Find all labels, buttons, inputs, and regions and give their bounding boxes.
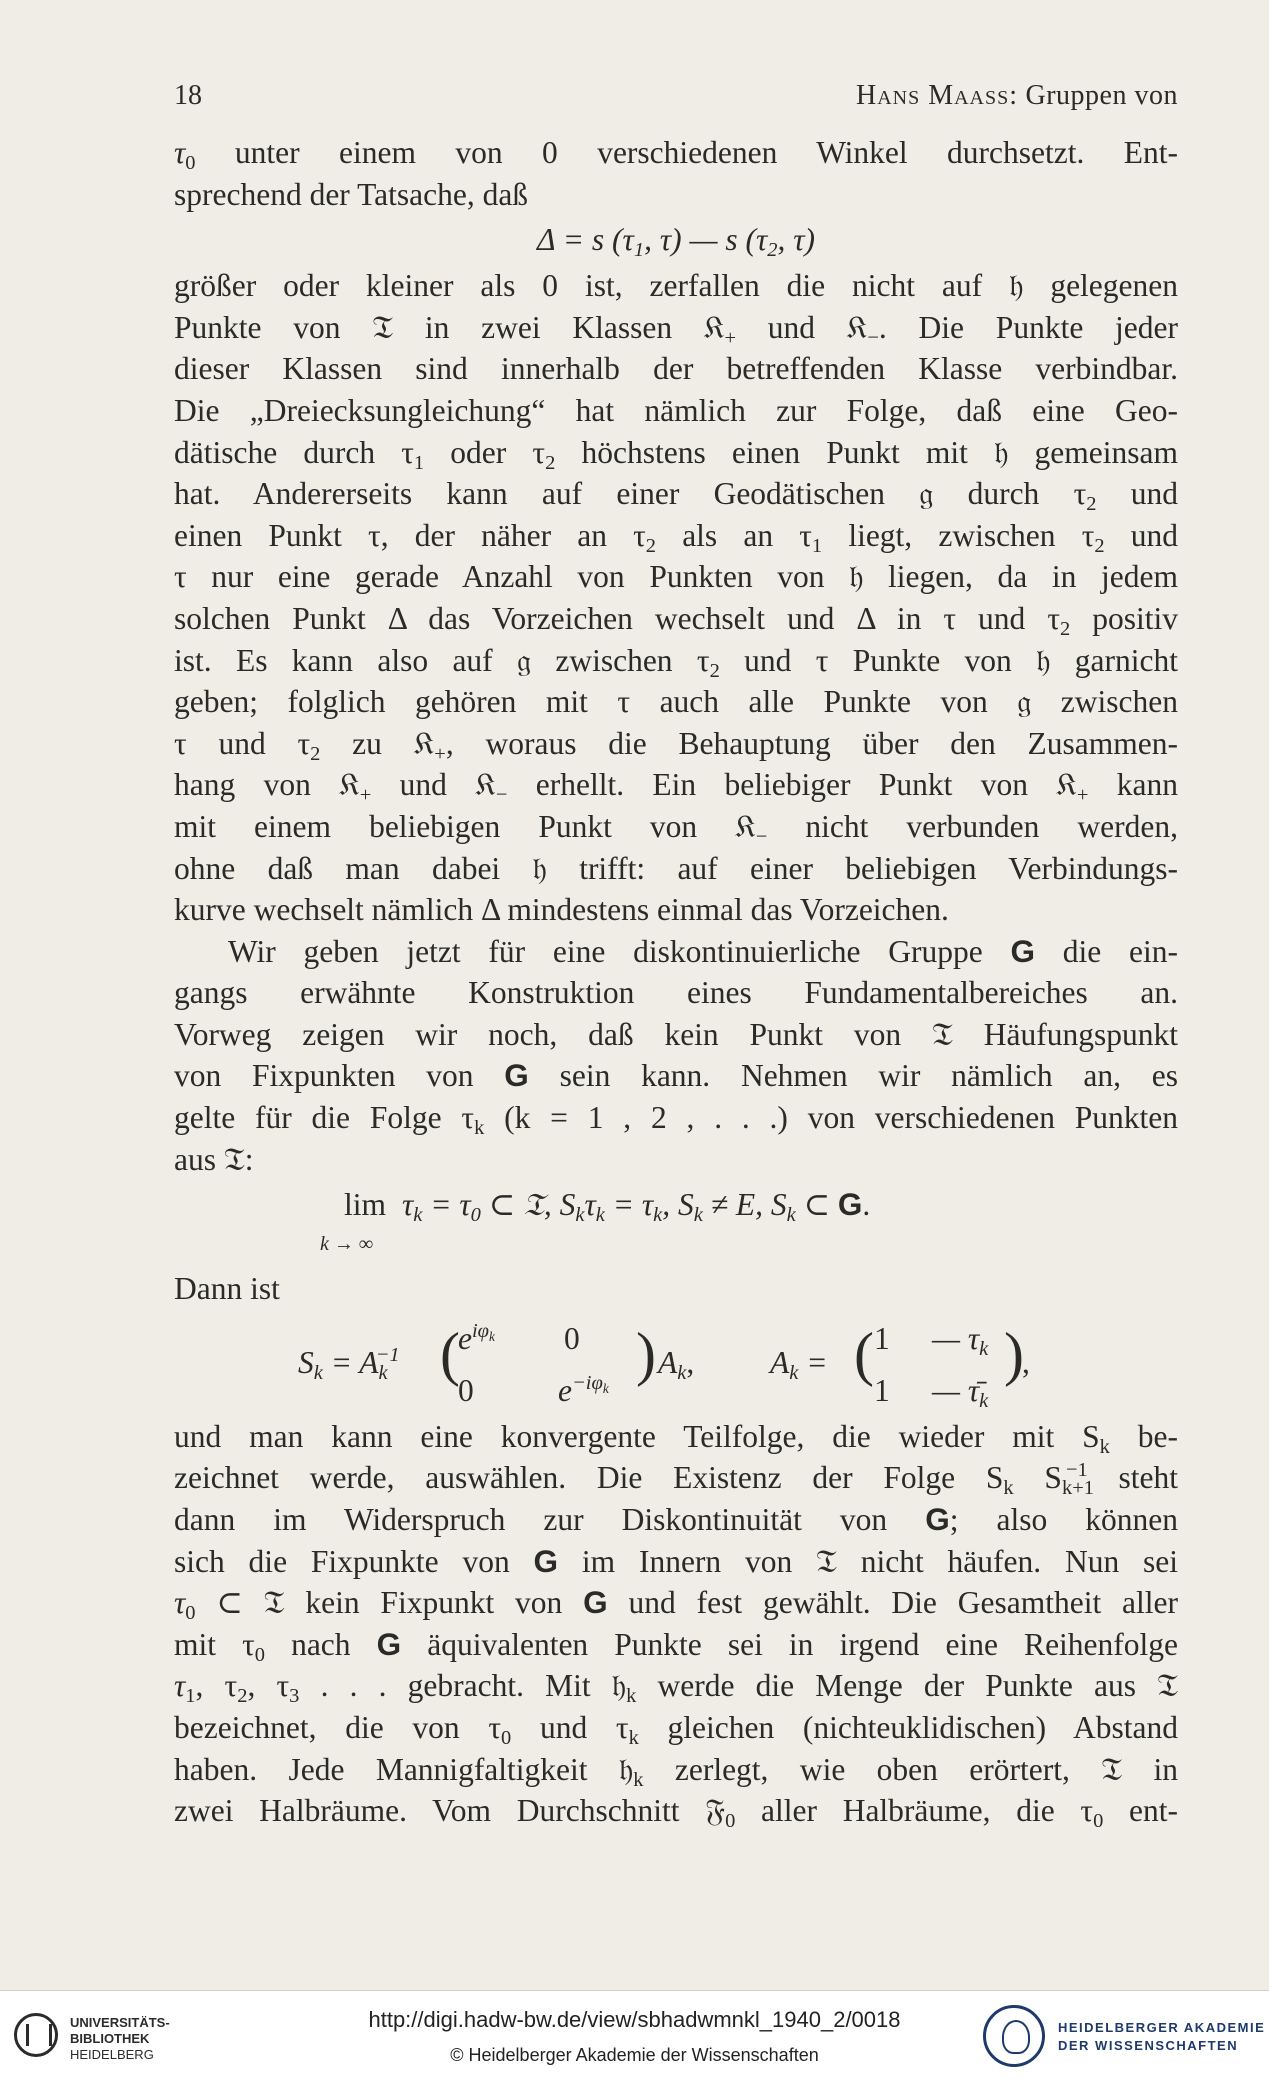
lim-subscript: k → ∞: [320, 1233, 374, 1256]
text-line: mit einem beliebigen Punkt von 𝔎$_-$ nicht verbunden werden,: [174, 808, 1179, 849]
page-header: [174, 80, 1178, 120]
text-line: $\tau_0$ ⊂ 𝔗 kein Fixpunkt von G und fest gewählt. Die Gesamtheit aller: [174, 1584, 1179, 1625]
formula-matrix: $S_k = A_k^{-1}$ ( $e^{i\varphi_k}$ 0 0 $e^{-i\varphi_k}$ ) $A_k$, $A_k$ = ( 1 1 — $\tau_k$ — $\taū_k$ ) ,: [298, 1319, 1030, 1412]
text-line: zwei Halbräume. Vom Durchschnitt 𝔉$_0$ aller Halbräume, die $\tau_0$ ent-: [174, 1793, 1178, 1833]
text-line: von Fixpunkten von G sein kann. Nehmen wir nämlich an, es: [174, 1057, 1178, 1094]
text-line: aus 𝔗:: [174, 1141, 254, 1177]
text-line: Vorweg zeigen wir noch, daß kein Punkt von 𝔗 Häufungspunkt: [174, 1016, 1178, 1052]
text-line: hat. Andererseits kann auf einer Geodätischen 𝔤 durch $\tau_2$ und: [174, 476, 1178, 516]
body-text: [174, 132, 1178, 1832]
copyright-notice: © Heidelberger Akademie der Wissenschaften: [450, 2045, 819, 2065]
page-number: 18: [174, 80, 202, 111]
text-line: gangs erwähnte Konstruktion eines Fundamentalbereiches an.: [174, 975, 1178, 1011]
text-line: sprechend der Tatsache, daß: [174, 176, 529, 212]
text-line: mit $\tau_0$ nach G äquivalenten Punkte sei in irgend eine Reihenfolge: [174, 1625, 1179, 1666]
text-line: größer oder kleiner als 0 ist, zerfallen die nicht auf 𝔥 gelegenen: [174, 268, 1178, 304]
text-line: $\tau_0$ unter einem von 0 verschiedenen Winkel durchsetzt. Ent-: [174, 135, 1178, 175]
text-line: einen Punkt τ, der näher an $\tau_2$ als an $\tau_1$ liegt, zwischen $\tau_2$ und: [174, 517, 1179, 557]
text-line: τ nur eine gerade Anzahl von Punkten von 𝔥 liegen, da in jedem: [174, 559, 1178, 595]
viewer-footer: [0, 1990, 1269, 2085]
text-line: ist. Es kann also auf 𝔤 zwischen $\tau_2$ und τ Punkte von 𝔥 garnicht: [174, 642, 1179, 682]
text-line: dann im Widerspruch zur Diskontinuität von G; also können: [174, 1501, 1179, 1538]
lim-expression: $\tau_k = \tau_0$ ⊂ 𝔗, $S_k\tau_k = \tau_k$, $S_k \ne E$, $S_k$ ⊂ G.: [402, 1186, 871, 1227]
formula-delta: Δ = s ($\tau_1$, τ) — s ($\tau_2$, τ): [537, 222, 815, 262]
running-head: [856, 80, 1178, 112]
text-line: Wir geben jetzt für eine diskontinuierliche Gruppe G die ein-: [228, 932, 1178, 969]
running-head-title: Gruppen von: [1025, 80, 1178, 111]
text-line: ohne daß man dabei 𝔥 trifft: auf einer beliebigen Verbindungs-: [174, 850, 1178, 886]
lim-word: lim: [344, 1187, 387, 1223]
text-line: $\tau_1$, $\tau_2$, $\tau_3$ . . . gebracht. Mit 𝔥$_k$ werde die Menge der Punkte aus 𝔗: [174, 1668, 1179, 1708]
formula-limit: [174, 1180, 1178, 1268]
text-line: geben; folglich gehören mit τ auch alle Punkte von 𝔤 zwischen: [174, 684, 1178, 720]
text-line: Dann ist: [174, 1271, 280, 1307]
university-library-name: UNIVERSITÄTS- BIBLIOTHEK HEIDELBERG: [70, 2015, 170, 2062]
text-line: kurve wechselt nämlich Δ mindestens einmal das Vorzeichen.: [174, 892, 949, 928]
text-line: gelte für die Folge $\tau_k$ (k = 1 , 2 , . . .) von verschiedenen Punkten: [174, 1100, 1178, 1140]
document-url[interactable]: http://digi.hadw-bw.de/view/sbhadwmnkl_1940_2/0018: [368, 2007, 901, 2032]
text-line: und man kann eine konvergente Teilfolge, die wieder mit $S_k$ be-: [174, 1418, 1179, 1458]
text-line: zeichnet werde, auswählen. Die Existenz der Folge $S_k$ $S_{k+1}^{-1}$ steht: [174, 1459, 1179, 1500]
academy-seal-icon: [983, 2005, 1045, 2067]
text-line: haben. Jede Mannigfaltigkeit 𝔥$_k$ zerlegt, wie oben erörtert, 𝔗 in: [174, 1751, 1179, 1791]
academy-name: HEIDELBERGER AKADEMIE DER WISSENSCHAFTEN: [1058, 2020, 1266, 2053]
text-line: sich die Fixpunkte von G im Innern von 𝔗 nicht häufen. Nun sei: [174, 1542, 1179, 1579]
text-line: hang von 𝔎$_+$ und 𝔎$_-$ erhellt. Ein beliebiger Punkt von 𝔎$_+$ kann: [174, 767, 1179, 807]
text-line: dätische durch $\tau_1$ oder $\tau_2$ höchstens einen Punkt mit 𝔥 gemeinsam: [174, 434, 1179, 474]
running-head-author: Hans Maass:: [855, 80, 1019, 111]
text-line: Die „Dreiecksungleichung“ hat nämlich zur Folge, daß eine Geo-: [174, 392, 1178, 428]
text-line: Punkte von 𝔗 in zwei Klassen 𝔎$_+$ und 𝔎$_-$. Die Punkte jeder: [174, 309, 1179, 349]
text-line: solchen Punkt Δ das Vorzeichen wechselt und Δ in τ und $\tau_2$ positiv: [174, 600, 1179, 641]
text-line: bezeichnet, die von $\tau_0$ und $\tau_k$ gleichen (nichteuklidischen) Abstand: [174, 1710, 1179, 1750]
text-line: τ und $\tau_2$ zu 𝔎$_+$, woraus die Behauptung über den Zusammen-: [174, 725, 1178, 765]
text-line: dieser Klassen sind innerhalb der betreffenden Klasse verbindbar.: [174, 351, 1178, 387]
